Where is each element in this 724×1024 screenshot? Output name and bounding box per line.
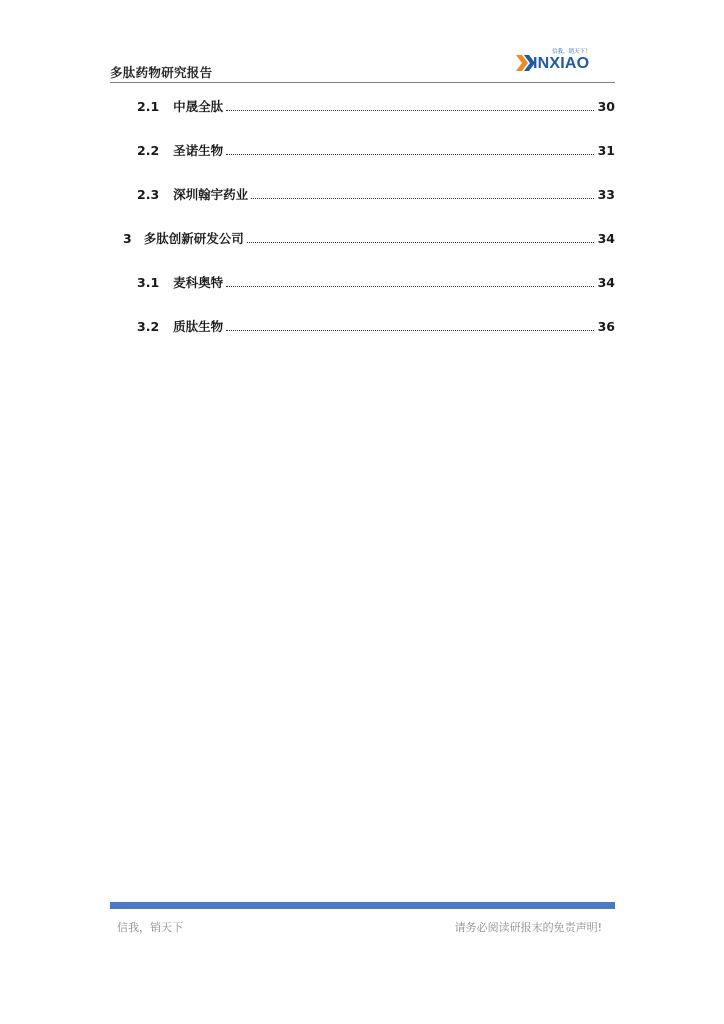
toc-entry-label: 质肽生物: [173, 319, 224, 334]
toc-dot-leader: [226, 329, 593, 331]
toc-entry-number: 2.1: [137, 98, 160, 114]
header-divider: [110, 82, 615, 83]
toc-entry-label: 圣诺生物: [173, 143, 224, 158]
footer-slogan: 信我，销天下: [117, 921, 183, 934]
report-title: 多肽药物研究报告: [110, 65, 213, 80]
toc-dot-leader: [226, 285, 593, 287]
toc-entry[interactable]: [137, 272, 615, 292]
footer-disclaimer-note: 请务必阅读研报末的免责声明!: [454, 921, 602, 934]
toc-entry[interactable]: [137, 184, 615, 204]
toc-entry-page: 34: [597, 274, 615, 290]
toc-entry-page: 31: [597, 142, 615, 158]
toc-entry-number: 3.2: [137, 318, 160, 334]
toc-entry-number: 3: [123, 230, 132, 246]
toc-entry-label: 中晟全肽: [173, 99, 224, 114]
logo-wordmark: INXIAO: [533, 55, 590, 72]
toc-entry-label: 深圳翰宇药业: [173, 187, 249, 202]
toc-entry[interactable]: [123, 228, 615, 248]
toc-entry-label: 麦科奥特: [173, 275, 224, 290]
toc-entry-number: 2.3: [137, 186, 160, 202]
toc-dot-leader: [247, 241, 594, 243]
page-header: [0, 0, 724, 90]
toc-entry[interactable]: [137, 96, 615, 116]
toc-entry-number: 3.1: [137, 274, 160, 290]
toc-dot-leader: [251, 197, 593, 199]
toc-entry-page: 33: [597, 186, 615, 202]
toc-entry[interactable]: [137, 140, 615, 160]
toc-dot-leader: [226, 109, 593, 111]
logo-slogan: 信我，销天下！: [552, 49, 591, 55]
toc-entry-number: 2.2: [137, 142, 160, 158]
toc-entry[interactable]: [137, 316, 615, 336]
toc-entry-page: 34: [597, 230, 615, 246]
toc-dot-leader: [226, 153, 593, 155]
footer-accent-bar: [110, 902, 615, 909]
toc-entry-page: 36: [597, 318, 615, 334]
company-logo: [514, 46, 616, 78]
toc-entry-label: 多肽创新研发公司: [143, 231, 244, 246]
toc-entry-page: 30: [597, 98, 615, 114]
